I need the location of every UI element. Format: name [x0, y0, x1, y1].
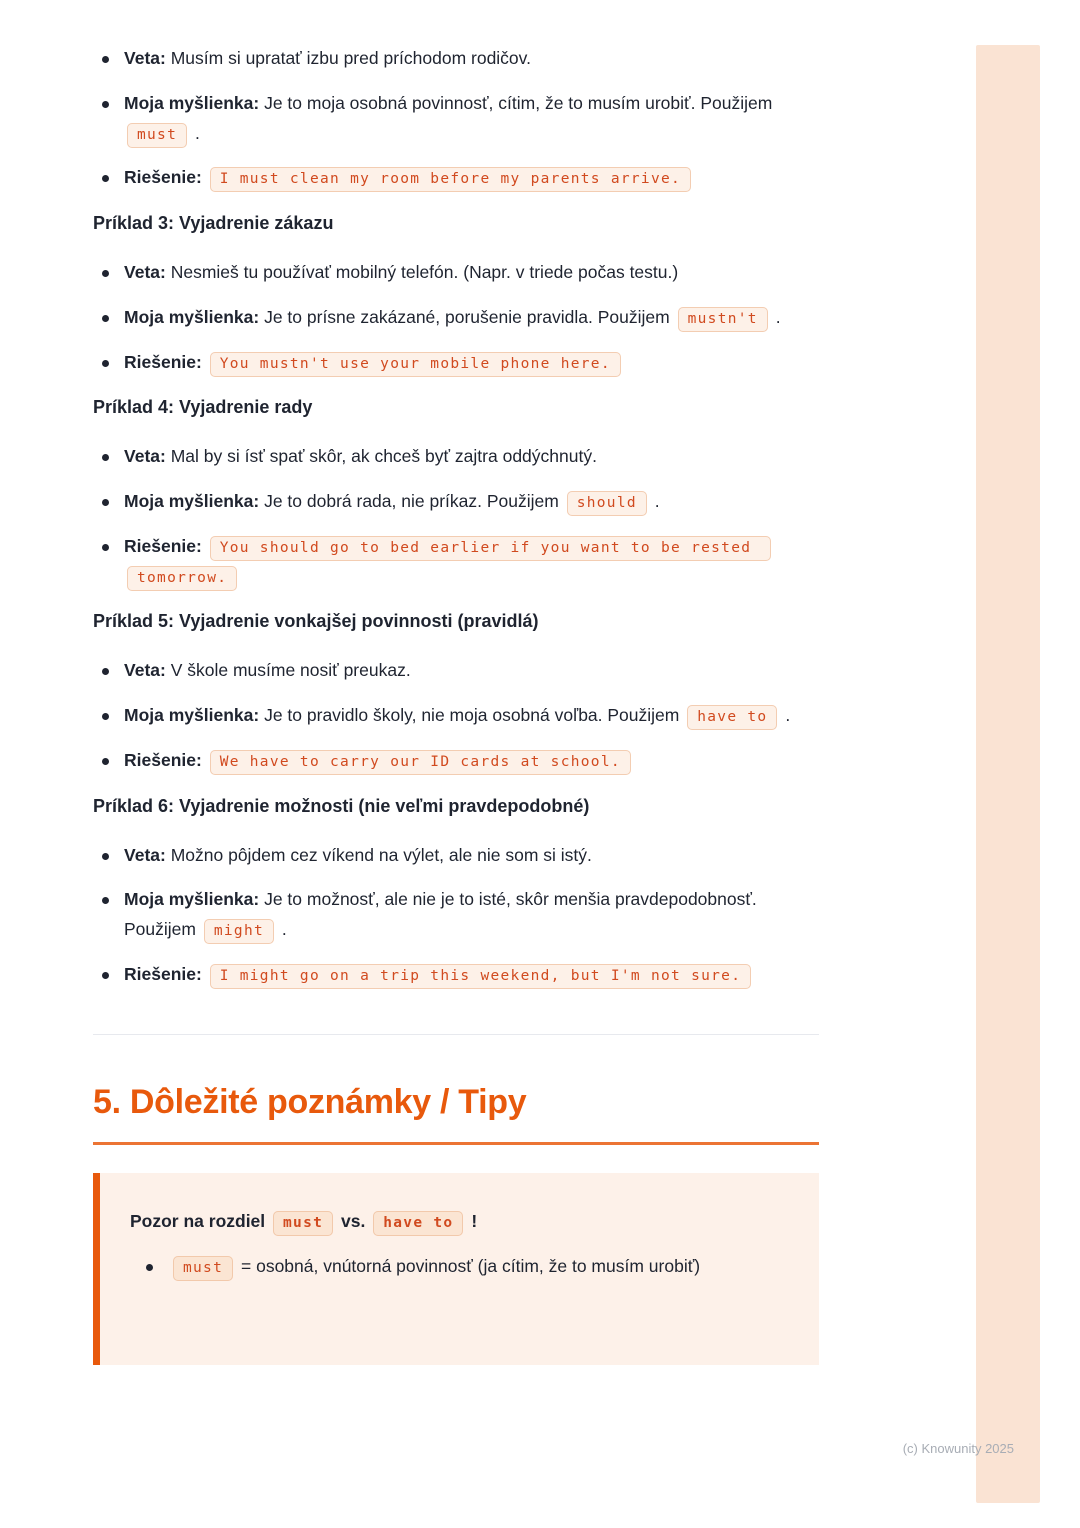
code-chip: must [127, 123, 187, 148]
item-text: Je to možnosť, ale nie je to isté, skôr menšia pravdepodobnosť. Použijem [124, 889, 757, 939]
bullet-item [93, 885, 819, 945]
bullet-list [93, 841, 819, 990]
page-edge-decoration [976, 45, 1040, 1503]
item-text: Mal by si ísť spať skôr, ak chceš byť zajtra oddýchnutý. [170, 446, 597, 467]
item-suffix: . [654, 491, 660, 511]
bullet-item [93, 348, 819, 378]
item-text: Možno pôjdem cez víkend na výlet, ale nie som si istý. [170, 844, 592, 865]
item-suffix: . [281, 919, 287, 939]
item-label: Veta: [124, 446, 166, 467]
callout-title-text: ! [471, 1210, 478, 1231]
item-label: Veta: [124, 262, 166, 282]
item-label: Veta: [124, 48, 166, 68]
bullet-item [93, 960, 819, 990]
code-chip: I might go on a trip this weekend, but I'm not sure. [210, 964, 752, 989]
document-content [93, 44, 819, 1365]
bullet-item [93, 841, 819, 871]
bullet-item [93, 44, 819, 74]
callout-title [130, 1207, 789, 1237]
item-label: Riešenie: [124, 167, 202, 188]
bullet-item [93, 442, 819, 472]
item-text: = osobná, vnútorná povinnosť (ja cítim, že to musím urobiť) [241, 1256, 701, 1277]
item-suffix: . [775, 306, 781, 327]
item-text: Je to pravidlo školy, nie moja osobná voľba. Použijem [264, 705, 680, 725]
notes-heading: 5. Dôležité poznámky / Tipy [93, 1082, 527, 1121]
section-heading: Príklad 4: Vyjadrenie rady [93, 397, 313, 418]
bullet-item [93, 746, 819, 776]
footer-credit: (c) Knowunity 2025 [902, 1441, 1014, 1456]
bullet-item [93, 89, 819, 149]
code-chip: I must clean my room before my parents arrive. [210, 167, 691, 192]
item-label: Moja myšlienka: [124, 705, 260, 725]
accent-rule [93, 1142, 819, 1145]
code-chip: might [204, 919, 274, 944]
code-chip: You mustn't use your mobile phone here. [210, 352, 621, 377]
code-chip: should [567, 491, 647, 516]
section-heading: Príklad 3: Vyjadrenie zákazu [93, 213, 334, 233]
item-suffix: . [785, 705, 791, 725]
item-text: V škole musíme nosiť preukaz. [170, 660, 411, 681]
item-text: Musím si upratať izbu pred príchodom rodičov. [170, 48, 531, 68]
bullet-item [93, 487, 819, 517]
bullet-item [130, 1252, 789, 1282]
item-label: Riešenie: [124, 963, 202, 984]
item-label: Moja myšlienka: [124, 889, 260, 910]
bullet-item [93, 532, 819, 592]
item-text: Nesmieš tu používať mobilný telefón. (Napr. v triede počas testu.) [170, 262, 679, 282]
item-label: Moja myšlienka: [124, 306, 260, 327]
item-suffix: . [195, 122, 200, 143]
section-heading: Príklad 6: Vyjadrenie možnosti (nie veľmi pravdepodobné) [93, 795, 590, 816]
callout-title-text: vs. [341, 1210, 366, 1231]
code-chip: We have to carry our ID cards at school. [210, 750, 631, 775]
callout-title-text: Pozor na rozdiel [130, 1210, 266, 1231]
bullet-item [93, 701, 819, 731]
code-chip: have to [373, 1211, 463, 1236]
section-heading: Príklad 5: Vyjadrenie vonkajšej povinnosti (pravidlá) [93, 611, 539, 632]
item-label: Moja myšlienka: [124, 491, 260, 511]
content-divider [93, 1034, 819, 1035]
code-chip: You should go to bed earlier if you want to be rested tomorrow. [127, 536, 771, 591]
tip-callout [93, 1173, 819, 1365]
bullet-item [93, 303, 819, 333]
item-text: Je to moja osobná povinnosť, cítim, že to musím urobiť. Použijem [264, 92, 773, 113]
bullet-list [93, 656, 819, 775]
item-label: Riešenie: [124, 749, 202, 770]
bullet-list [93, 258, 819, 377]
bullet-list [93, 442, 819, 591]
code-chip: must [273, 1211, 333, 1236]
item-label: Veta: [124, 844, 166, 865]
code-chip: mustn't [678, 307, 768, 332]
item-label: Moja myšlienka: [124, 92, 260, 113]
item-text: Je to prísne zakázané, porušenie pravidla. Použijem [264, 306, 670, 327]
item-text: Je to dobrá rada, nie príkaz. Použijem [264, 491, 559, 511]
bullet-list [93, 44, 819, 193]
bullet-item [93, 163, 819, 193]
bullet-item [93, 258, 819, 288]
item-label: Veta: [124, 660, 166, 681]
bullet-item [93, 656, 819, 686]
callout-bullet-list [130, 1252, 789, 1282]
item-label: Riešenie: [124, 535, 202, 556]
code-chip: have to [687, 705, 777, 730]
code-chip: must [173, 1256, 233, 1281]
item-label: Riešenie: [124, 351, 202, 372]
